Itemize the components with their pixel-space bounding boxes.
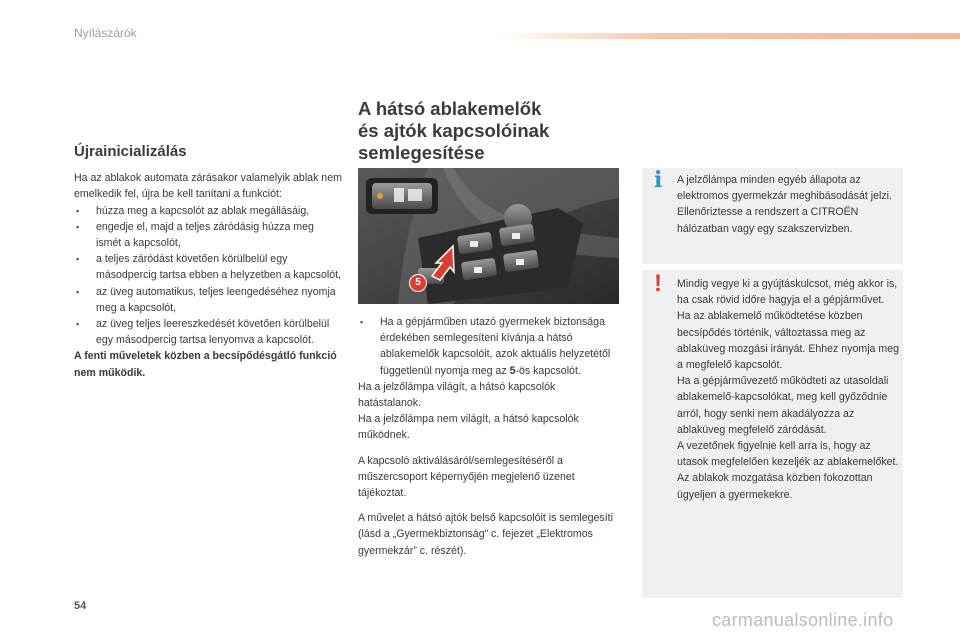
reinit-intro: Ha az ablakok automata zárásakor valamelyik ablak nem emelkedik fel, újra be kell tanítani a funkciót: <box>74 172 342 201</box>
door-switch-photo <box>358 168 619 304</box>
watermark: carmanualsonline.info <box>712 610 894 630</box>
reinit-warning: A fenti műveletek közben a becsípődésgátló funkció nem működik. <box>74 350 337 379</box>
list-item <box>358 314 620 379</box>
reference-text: A művelet a hátsó ajtók belső kapcsolóit is semlegesíti (lásd a „Gyermekbiztonság” c. fejezet „Elektromos gyermekzár” c. részét). <box>358 512 613 557</box>
info-paragraph: A jelzőlámpa minden egyéb állapota az elektromos gyermekzár meghibásodását jelzi. <box>677 174 892 203</box>
list-item: ▪ a teljes záródást követően körülbelül egy másodpercig tartsa ebben a helyzetben a kapcsolót, <box>74 251 342 283</box>
message-text: A kapcsoló aktiválásáról/semlegesítéséről a műszercsoport képernyőjén megjelenő üzenet tájékoztat. <box>358 454 575 500</box>
badge-number: 5 <box>415 277 421 288</box>
list-item: ▪ engedje el, majd a teljes záródásig húzza meg ismét a kapcsolót, <box>74 219 342 251</box>
warning-paragraph: Ha a gépjárművezető működteti az utasoldali ablakemelő-kapcsolókat, meg kell győződnie arról, hogy senki nem akadályozza az ablaküveg megfelelő záródását. <box>677 375 889 436</box>
neutralize-steps <box>358 314 620 379</box>
title-line: A hátsó ablakemelők <box>358 98 542 119</box>
info-box <box>642 168 903 264</box>
info-text <box>677 172 899 237</box>
door-panel-illustration <box>358 168 619 304</box>
info-icon: i <box>654 167 663 193</box>
switch-badge <box>409 274 427 292</box>
title-line: semlegesítése <box>358 142 485 163</box>
section-heading-reinit: Újrainicializálás <box>74 143 187 160</box>
warning-paragraph: Ha az ablakemelő működtetése közben becsípődés történik, változtassa meg az ablaküveg mozgási irányát. Ehhez nyomja meg a megfelelő kapcsolót. <box>677 310 899 372</box>
left-column <box>74 144 342 381</box>
list-item: ▪ az üveg automatikus, teljes leengedéséhez nyomja meg a kapcsolót, <box>74 284 342 316</box>
page-number: 54 <box>74 600 87 612</box>
list-item: ▪ az üveg teljes leereszkedését követően körülbelül egy másodpercig tartsa lenyomva a kapcsolót. <box>74 316 342 348</box>
warning-paragraph: Mindig vegye ki a gyújtáskulcsot, még akkor is, ha csak rövid időre hagyja el a gépjárművet. <box>677 278 898 307</box>
warning-paragraph: A vezetőnek figyelnie kell arra is, hogy az utasok megfelelően kezeljék az ablakemelőket. <box>677 440 899 469</box>
header-accent-bar <box>500 33 960 39</box>
bullet-text-before: Ha a gépjárműben utazó gyermekek biztonsága érdekében semlegesíteni kívánja a hátsó ablakemelők kapcsolóit, azok aktuális helyzetétől függetlenül nyomja meg az <box>380 316 611 377</box>
reinit-steps <box>74 203 342 349</box>
warning-icon: ! <box>654 270 662 297</box>
lamp-on-text: Ha a jelzőlámpa világít, a hátsó kapcsolók hatástalanok. <box>358 380 556 410</box>
middle-column <box>358 314 620 559</box>
indicator-lamp <box>377 193 383 199</box>
switch-number: 5 <box>509 364 516 377</box>
title-line: és ajtók kapcsolóinak <box>358 120 550 141</box>
warning-box <box>642 270 903 598</box>
page-title <box>358 98 608 164</box>
info-paragraph: Ellenőriztesse a rendszert a CITROËN hálózatban vagy egy szakszervizben. <box>677 206 859 235</box>
lamp-off-text: Ha a jelzőlámpa nem világít, a hátsó kapcsolók működnek. <box>358 413 579 442</box>
header-title: Nyílászárók <box>74 26 137 40</box>
warning-text <box>677 276 899 503</box>
list-item: ▪ húzza meg a kapcsolót az ablak megállásáig, <box>74 203 342 219</box>
bullet-text-after: -ös kapcsolót. <box>515 364 581 377</box>
warning-paragraph: Az ablakok mozgatása közben fokozottan ügyeljen a gyermekekre. <box>677 472 873 501</box>
